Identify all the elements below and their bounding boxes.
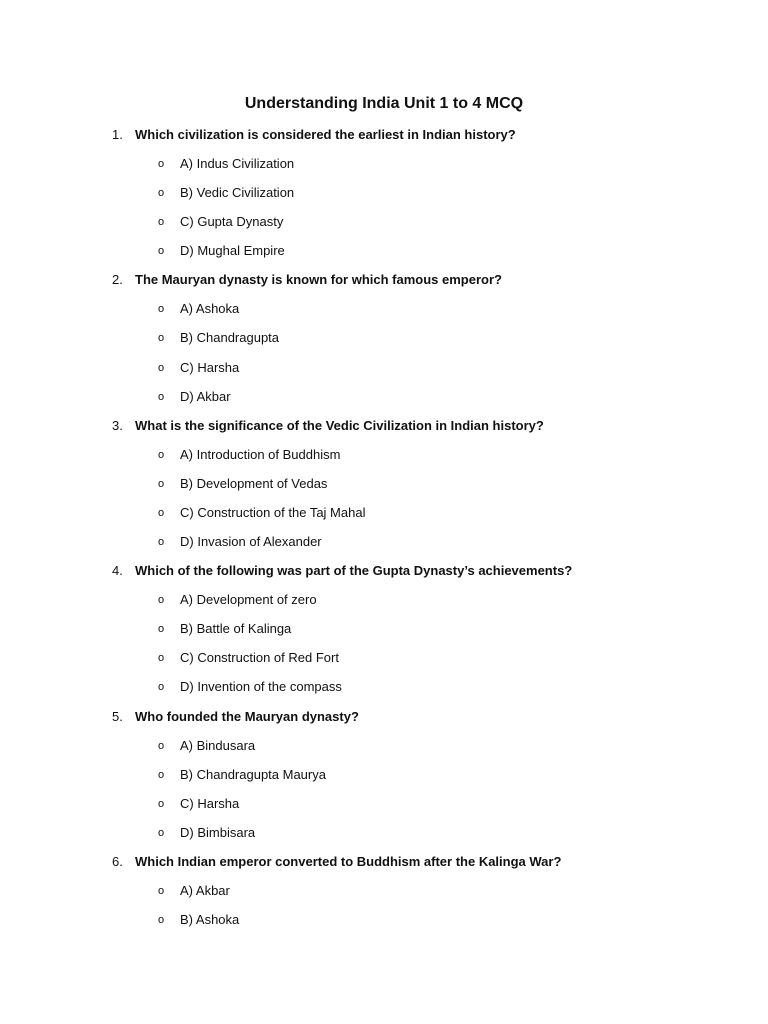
option-text: A) Indus Civilization xyxy=(180,156,295,171)
option-item xyxy=(0,589,768,618)
option-text: C) Harsha xyxy=(180,795,240,811)
question-number: 6. xyxy=(112,853,123,869)
question-number: 4. xyxy=(112,563,123,579)
bullet-icon: o xyxy=(158,739,165,752)
option-item xyxy=(0,182,768,211)
bullet-icon: o xyxy=(158,187,165,200)
option-text: D) Mughal Empire xyxy=(180,243,285,259)
option-text: B) Vedic Civilization xyxy=(180,185,295,201)
question-number: 1. xyxy=(112,127,123,142)
option-item xyxy=(0,764,768,793)
bullet-icon: o xyxy=(158,884,165,897)
bullet-icon: o xyxy=(158,158,165,170)
question-text: Which of the following was part of the Gupta Dynasty’s achievements? xyxy=(135,563,573,579)
option-item xyxy=(0,909,768,938)
question-number: 5. xyxy=(112,708,123,724)
option-item xyxy=(0,793,768,822)
option-item xyxy=(0,211,768,240)
bullet-icon: o xyxy=(158,623,165,636)
option-item xyxy=(0,153,768,182)
option-text: B) Development of Vedas xyxy=(180,475,328,491)
option-text: B) Chandragupta xyxy=(180,330,280,346)
option-text: A) Ashoka xyxy=(180,301,240,317)
bullet-icon: o xyxy=(158,826,165,839)
option-text: D) Bimbisara xyxy=(180,824,256,840)
option-item xyxy=(0,735,768,764)
bullet-icon: o xyxy=(158,652,165,665)
question-item xyxy=(0,415,768,560)
question-text: Which civilization is considered the earliest in Indian history? xyxy=(135,127,516,142)
option-text: A) Akbar xyxy=(180,882,230,898)
document-title: Understanding India Unit 1 to 4 MCQ xyxy=(244,95,524,112)
question-item xyxy=(0,124,768,269)
bullet-icon: o xyxy=(158,768,165,781)
bullet-icon: o xyxy=(158,448,165,461)
option-text: D) Invention of the compass xyxy=(180,679,342,695)
question-line xyxy=(0,124,768,153)
option-text: C) Construction of the Taj Mahal xyxy=(180,504,366,520)
option-list xyxy=(0,589,768,705)
option-item xyxy=(0,647,768,676)
option-text: A) Development of zero xyxy=(180,592,317,608)
option-list xyxy=(0,153,768,269)
option-text: B) Ashoka xyxy=(180,911,240,927)
option-text: C) Construction of Red Fort xyxy=(180,650,339,666)
question-item xyxy=(0,269,768,414)
option-text: D) Invasion of Alexander xyxy=(180,534,322,550)
question-number: 3. xyxy=(112,417,123,433)
question-line xyxy=(0,851,768,880)
bullet-icon: o xyxy=(158,390,165,403)
option-item xyxy=(0,444,768,473)
option-item xyxy=(0,357,768,386)
question-item xyxy=(0,706,768,851)
question-text: The Mauryan dynasty is known for which famous emperor? xyxy=(135,272,502,288)
question-item xyxy=(0,851,768,938)
bullet-icon: o xyxy=(158,594,165,607)
option-item xyxy=(0,618,768,647)
question-item xyxy=(0,560,768,705)
option-text: B) Battle of Kalinga xyxy=(180,621,292,637)
option-list xyxy=(0,735,768,851)
option-item xyxy=(0,327,768,356)
option-text: A) Introduction of Buddhism xyxy=(180,446,341,462)
question-text: Which Indian emperor converted to Buddhism after the Kalinga War? xyxy=(135,853,562,869)
bullet-icon: o xyxy=(158,797,165,810)
option-item xyxy=(0,676,768,705)
option-item xyxy=(0,822,768,851)
option-item xyxy=(0,880,768,909)
option-item xyxy=(0,386,768,415)
option-item xyxy=(0,531,768,560)
option-text: A) Bindusara xyxy=(180,737,256,753)
bullet-icon: o xyxy=(158,536,165,549)
option-item xyxy=(0,298,768,327)
option-list xyxy=(0,298,768,414)
option-item xyxy=(0,502,768,531)
option-item xyxy=(0,240,768,269)
option-text: D) Akbar xyxy=(180,388,231,404)
question-line xyxy=(0,269,768,298)
question-line xyxy=(0,706,768,735)
bullet-icon: o xyxy=(158,477,165,490)
question-text: What is the significance of the Vedic Civilization in Indian history? xyxy=(135,417,544,433)
option-item xyxy=(0,473,768,502)
question-number: 2. xyxy=(112,272,123,288)
question-line xyxy=(0,560,768,589)
bullet-icon: o xyxy=(158,303,165,316)
bullet-icon: o xyxy=(158,216,165,229)
question-list xyxy=(0,124,768,938)
option-text: C) Gupta Dynasty xyxy=(180,214,284,230)
bullet-icon: o xyxy=(158,681,165,694)
bullet-icon: o xyxy=(158,506,165,519)
bullet-icon: o xyxy=(158,913,165,926)
question-text: Who founded the Mauryan dynasty? xyxy=(135,708,359,724)
option-list xyxy=(0,880,768,938)
bullet-icon: o xyxy=(158,361,165,374)
bullet-icon: o xyxy=(158,332,165,345)
question-line xyxy=(0,415,768,444)
bullet-icon: o xyxy=(158,245,165,258)
option-list xyxy=(0,444,768,560)
option-text: C) Harsha xyxy=(180,359,240,375)
option-text: B) Chandragupta Maurya xyxy=(180,766,326,782)
